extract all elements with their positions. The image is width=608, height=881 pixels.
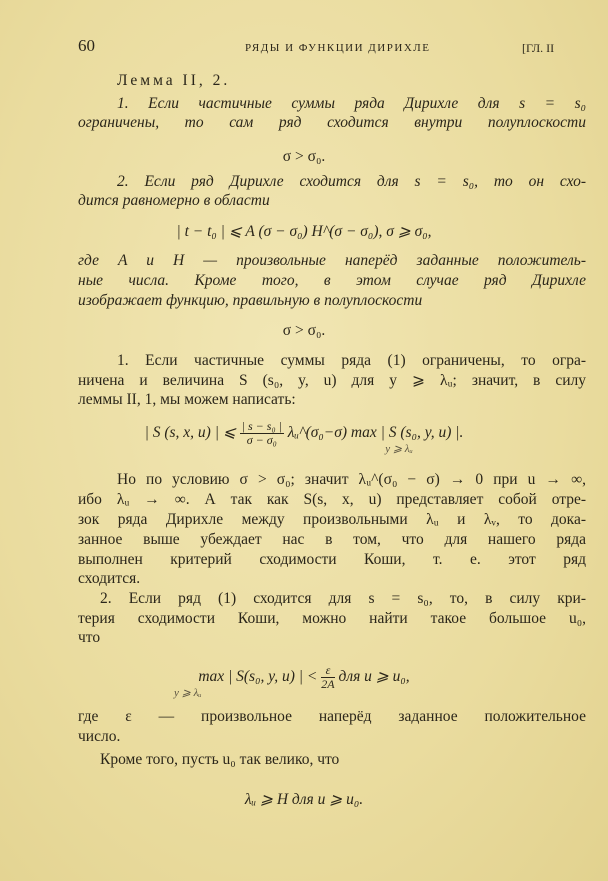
max-subscript: y ⩾ λᵤ xyxy=(385,443,413,455)
formula: | t − t₀ | ⩽ A (σ − σ₀) H^(σ − σ₀), σ ⩾ σ₀, xyxy=(176,223,432,240)
text-line: зок ряда Дирихле между произвольными λᵤ и λᵥ, то дока- xyxy=(78,511,586,528)
text-line: ибо λᵤ → ∞. А так как S(s, x, u) представляет собой отре- xyxy=(78,491,586,508)
text-line: ограничены, то сам ряд сходится внутри полуплоскости xyxy=(78,114,586,131)
formula-lhs: | S (s, x, u) | ⩽ xyxy=(144,424,236,442)
formula: σ > σ₀. xyxy=(282,322,326,339)
text-line: изображает функцию, правильную в полуплоскости xyxy=(78,292,423,309)
denominator: σ − σ₀ xyxy=(246,433,277,447)
formula: λᵤ ⩾ H для u ⩾ u₀. xyxy=(244,791,364,808)
text-line: 2. Если ряд Дирихле сходится для s = s₀, то он схо- xyxy=(117,173,586,190)
text-line: терия сходимости Коши, можно найти такое большое u₀, xyxy=(78,610,586,627)
formula-cauchy xyxy=(0,664,608,691)
text-line: где ε — произвольное наперёд заданное положительное xyxy=(78,708,586,725)
text-line: выполнен критерий сходимости Коши, т. е. этот ряд xyxy=(78,551,586,568)
fraction xyxy=(321,664,334,691)
text-line: где A и H — произвольные наперёд заданные положитель- xyxy=(78,252,586,269)
text-line: сходится. xyxy=(78,570,141,587)
denominator: 2A xyxy=(321,677,335,691)
numerator: | s − s₀ | xyxy=(241,419,282,433)
text-line: 1. Если частичные суммы ряда (1) ограничены, то огра- xyxy=(117,352,586,369)
page-number: 60 xyxy=(78,36,95,55)
text-line: ничена и величина S (s₀, y, u) для y ⩾ λᵤ; значит, в силу xyxy=(78,372,586,389)
chapter-ref: [ГЛ. II xyxy=(522,41,555,55)
text-line: дится равномерно в области xyxy=(78,192,270,209)
text-line: Но по условию σ > σ₀; значит λᵤ^(σ₀ − σ) → 0 при u → ∞, xyxy=(117,471,586,488)
lemma-title: Лемма II, 2. xyxy=(117,72,231,89)
formula-lhs: max | S(s₀, y, u) | < xyxy=(198,668,318,686)
text-line: Кроме того, пусть u₀ так велико, что xyxy=(100,751,340,768)
numerator: ε xyxy=(321,664,334,678)
text-line: что xyxy=(78,629,101,646)
running-title: РЯДЫ И ФУНКЦИИ ДИРИХЛЕ xyxy=(245,42,431,54)
text-line: ные числа. Кроме того, в этом случае ряд Дирихле xyxy=(78,272,586,289)
formula-rhs: для u ⩾ u₀, xyxy=(338,668,410,686)
max-subscript: y ⩾ λᵤ xyxy=(174,687,202,699)
text-line: число. xyxy=(78,728,121,745)
formula-rhs: λᵤ^(σ₀−σ) max | S (s₀, y, u) |. xyxy=(287,424,464,442)
text-line: леммы II, 1, мы можем написать: xyxy=(78,391,296,408)
text-line: занное выше убеждает нас в том, что для нашего ряда xyxy=(78,531,586,548)
text-line: 1. Если частичные суммы ряда Дирихле для s = s₀ xyxy=(117,95,586,112)
formula: σ > σ₀. xyxy=(282,148,326,165)
text-line: 2. Если ряд (1) сходится для s = s₀, то, в силу кри- xyxy=(100,590,586,607)
